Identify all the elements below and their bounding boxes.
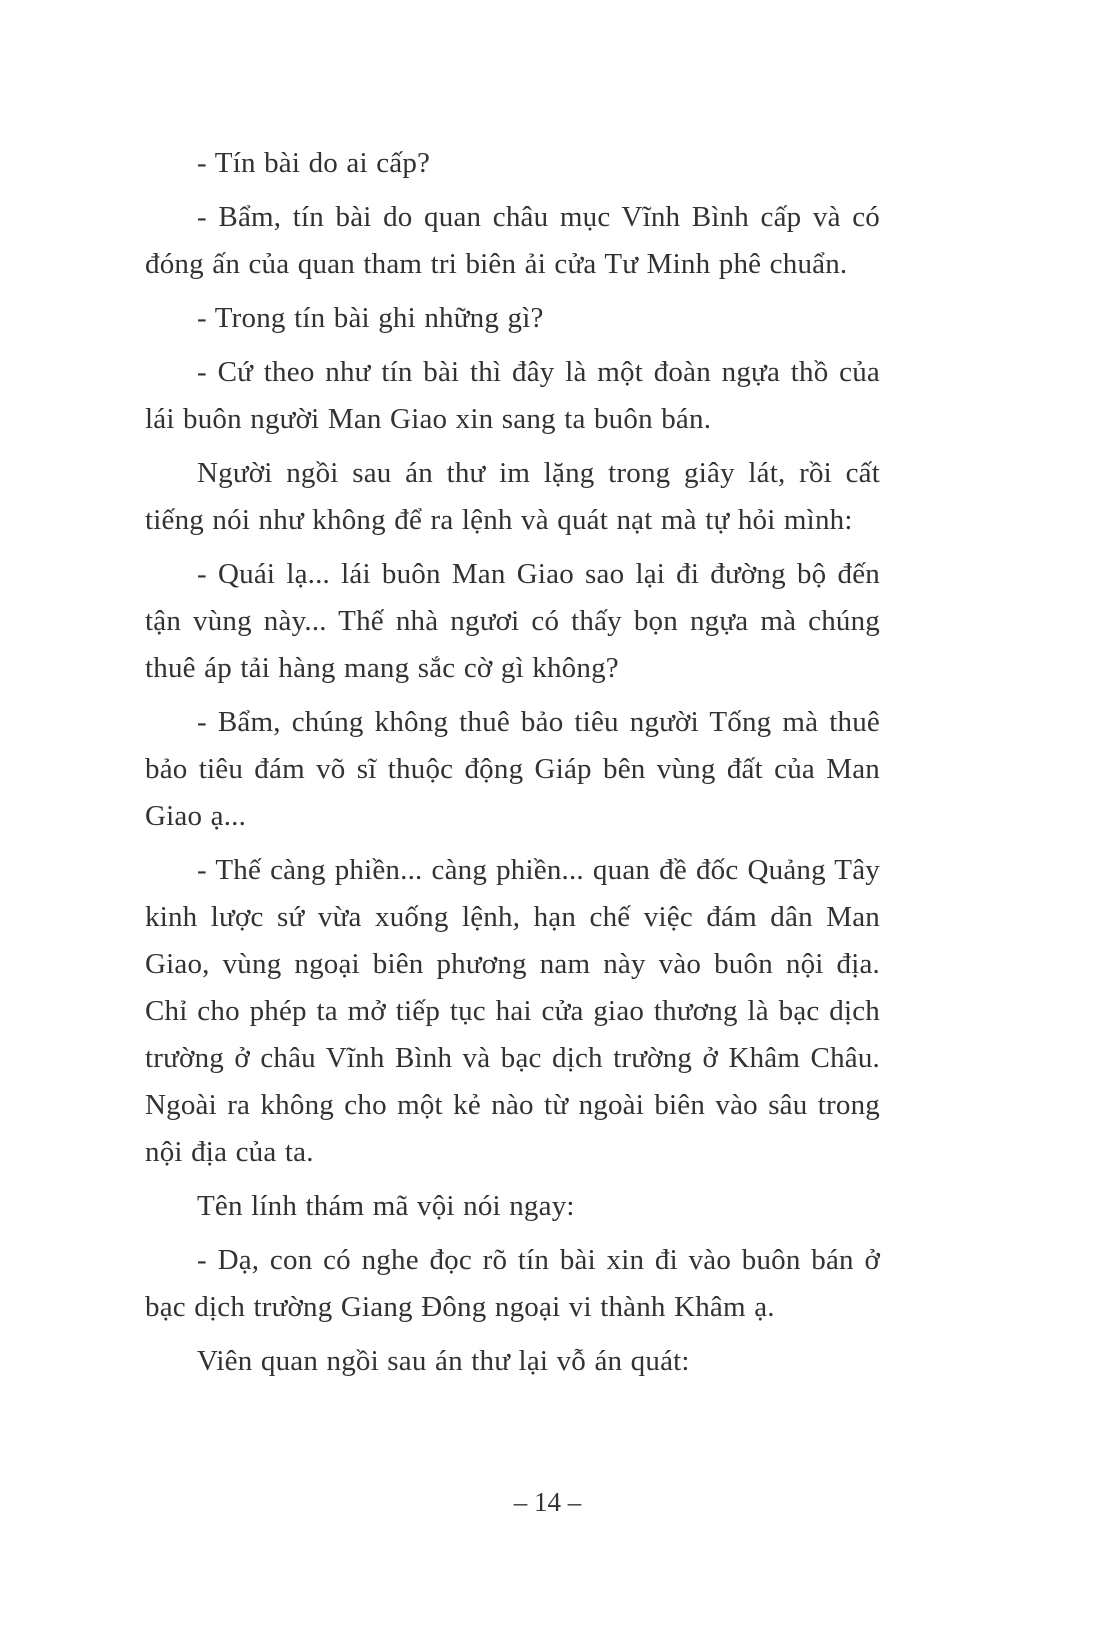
paragraph: - Bẩm, chúng không thuê bảo tiêu người Tống mà thuê bảo tiêu đám võ sĩ thuộc động Giáp bên vùng đất của Man Giao ạ... [145, 706, 880, 832]
page-number: – 14 – [513, 1487, 582, 1517]
paragraph: - Quái lạ... lái buôn Man Giao sao lại đi đường bộ đến tận vùng này... Thế nhà ngươi có thấy bọn ngựa mà chúng thuê áp tải hàng mang sắc cờ gì không? [145, 558, 880, 684]
paragraph: - Thế càng phiền... càng phiền... quan đề đốc Quảng Tây kinh lược sứ vừa xuống lệnh, hạn chế việc đám dân Man Giao, vùng ngoại biên phương nam này vào buôn nội địa. Chỉ cho phép ta mở tiếp tục hai cửa giao thương là bạc dịch trường ở châu Vĩnh Bình và bạc dịch trường ở Khâm Châu. Ngoài ra không cho một kẻ nào từ ngoài biên vào sâu trong nội địa của ta. [145, 854, 880, 1168]
paragraph: - Tín bài do ai cấp? [197, 147, 431, 179]
paragraph: Viên quan ngồi sau án thư lại vỗ án quát: [197, 1345, 690, 1377]
paragraph: Tên lính thám mã vội nói ngay: [197, 1190, 575, 1222]
paragraph: - Cứ theo như tín bài thì đây là một đoàn ngựa thồ của lái buôn người Man Giao xin sang ta buôn bán. [145, 356, 880, 435]
paragraph: Người ngồi sau án thư im lặng trong giây lát, rồi cất tiếng nói như không để ra lệnh và quát nạt mà tự hỏi mình: [145, 457, 880, 536]
paragraph: - Dạ, con có nghe đọc rõ tín bài xin đi vào buôn bán ở bạc dịch trường Giang Đông ngoại vi thành Khâm ạ. [145, 1244, 880, 1323]
paragraph: - Bẩm, tín bài do quan châu mục Vĩnh Bình cấp và có đóng ấn của quan tham tri biên ải cửa Tư Minh phê chuẩn. [145, 201, 880, 280]
paragraph: - Trong tín bài ghi những gì? [197, 302, 544, 334]
